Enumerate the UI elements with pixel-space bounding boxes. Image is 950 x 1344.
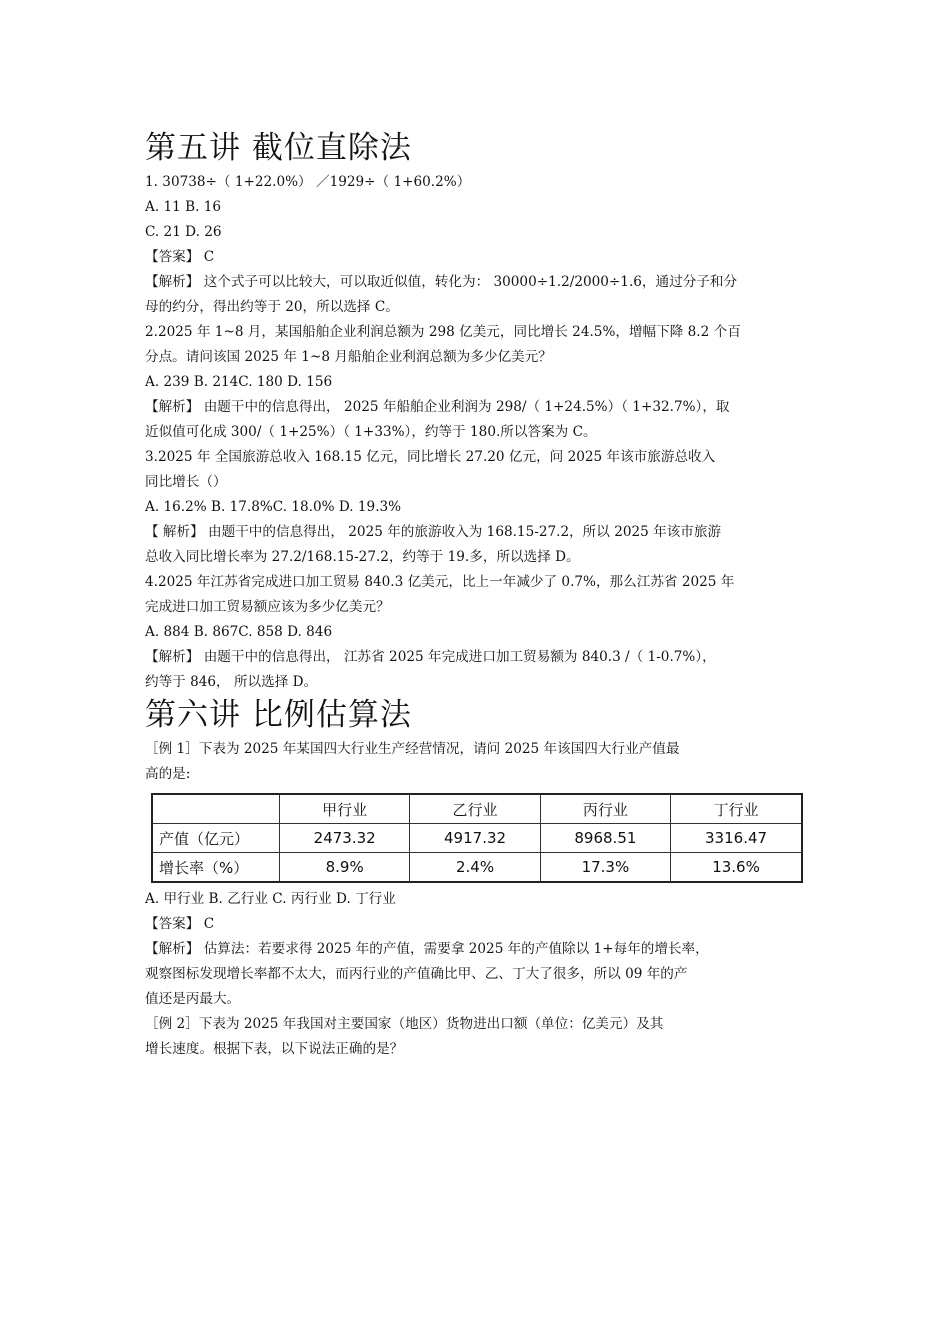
- q3-text-line1: 3.2025 年 全国旅游总收入 168.15 亿元，同比增长 27.20 亿元，问 2025 年该市旅游总收入: [145, 449, 716, 465]
- q2-text-line2: 分点。请问该国 2025 年 1~8 月船舶企业利润总额为多少亿美元？: [145, 349, 552, 365]
- q4-analysis-line2: 约等于 846， 所以选择 D。: [145, 674, 318, 690]
- table-header-cell: 丁行业: [671, 794, 802, 824]
- q1-answer: 【答案】 C: [145, 249, 215, 265]
- table-cell: 4917.32: [410, 824, 540, 853]
- ex1-analysis-line3: 值还是丙最大。: [145, 991, 241, 1007]
- q1-options-ab: A. 11 B. 16: [145, 199, 222, 215]
- q2-options: A. 239 B. 214C. 180 D. 156: [145, 374, 333, 390]
- ex1-options: A. 甲行业 B. 乙行业 C. 丙行业 D. 丁行业: [145, 891, 396, 907]
- table-row-label: 增长率（%）: [152, 853, 280, 883]
- table-cell: 2.4%: [410, 853, 540, 883]
- section-5-title: 第五讲 截位直除法: [145, 130, 412, 166]
- q1-text: 1. 30738÷（ 1+22.0%） ／1929÷（ 1+60.2%）: [145, 174, 471, 190]
- q4-analysis-line1: 【解析】 由题干中的信息得出， 江苏省 2025 年完成进口加工贸易额为 840.3 /（ 1-0.7%），: [145, 649, 716, 665]
- q3-analysis-line1: 【 解析】 由题干中的信息得出， 2025 年的旅游收入为 168.15-27.2，所以 2025 年该市旅游: [145, 524, 722, 540]
- q2-text-line1: 2.2025 年 1~8 月，某国船舶企业利润总额为 298 亿美元，同比增长 24.5%，增幅下降 8.2 个百: [145, 324, 741, 340]
- q4-options: A. 884 B. 867C. 858 D. 846: [145, 624, 333, 640]
- ex1-text-line1: ［例 1］下表为 2025 年某国四大行业生产经营情况，请问 2025 年该国四大行业产值最: [145, 741, 680, 757]
- q1-analysis-line1: 【解析】 这个式子可以比较大，可以取近似值，转化为： 30000÷1.2/2000÷1.6，通过分子和分: [145, 274, 738, 290]
- table-row: [152, 824, 802, 853]
- q2-analysis-line1: 【解析】 由题干中的信息得出， 2025 年船舶企业利润为 298/（ 1+24.5%）（ 1+32.7%），取: [145, 399, 730, 415]
- ex2-text-line2: 增长速度。根据下表，以下说法正确的是？: [145, 1041, 404, 1057]
- ex1-analysis-line1: 【解析】 估算法：若要求得 2025 年的产值，需要拿 2025 年的产值除以 1+每年的增长率，: [145, 941, 709, 957]
- table-header-cell: 乙行业: [410, 794, 540, 824]
- table-cell: 8.9%: [280, 853, 410, 883]
- section-6-title: 第六讲 比例估算法: [145, 697, 412, 733]
- q1-analysis-line2: 母的约分，得出约等于 20，所以选择 C。: [145, 299, 399, 315]
- q3-text-line2: 同比增长（）: [145, 474, 227, 490]
- table-header-row: [152, 794, 802, 824]
- table-row-label: 产值（亿元）: [152, 824, 280, 853]
- industry-table: [151, 793, 803, 883]
- q2-analysis-line2: 近似值可化成 300/（ 1+25%）（ 1+33%），约等于 180.所以答案为 C。: [145, 424, 597, 440]
- ex1-answer: 【答案】 C: [145, 916, 215, 932]
- table-header-cell: [152, 794, 280, 824]
- table-cell: 3316.47: [671, 824, 802, 853]
- q4-text-line2: 完成进口加工贸易额应该为多少亿美元？: [145, 599, 390, 615]
- table-cell: 17.3%: [540, 853, 670, 883]
- table-header-cell: 丙行业: [540, 794, 670, 824]
- ex1-text-line2: 高的是:: [145, 766, 191, 782]
- table-header-cell: 甲行业: [280, 794, 410, 824]
- q3-options: A. 16.2% B. 17.8%C. 18.0% D. 19.3%: [145, 499, 402, 515]
- q3-analysis-line2: 总收入同比增长率为 27.2/168.15-27.2，约等于 19.多，所以选择 D。: [145, 549, 580, 565]
- q1-options-cd: C. 21 D. 26: [145, 224, 222, 240]
- table-cell: 8968.51: [540, 824, 670, 853]
- q4-text-line1: 4.2025 年江苏省完成进口加工贸易 840.3 亿美元，比上一年减少了 0.7%，那么江苏省 2025 年: [145, 574, 735, 590]
- table-cell: 2473.32: [280, 824, 410, 853]
- table-row: [152, 853, 802, 883]
- table-cell: 13.6%: [671, 853, 802, 883]
- ex2-text-line1: ［例 2］下表为 2025 年我国对主要国家（地区）货物进出口额（单位：亿美元）及其: [145, 1016, 664, 1032]
- document-page: [145, 128, 810, 1062]
- ex1-analysis-line2: 观察图标发现增长率都不太大，而丙行业的产值确比甲、乙、丁大了很多，所以 09 年的产: [145, 966, 688, 982]
